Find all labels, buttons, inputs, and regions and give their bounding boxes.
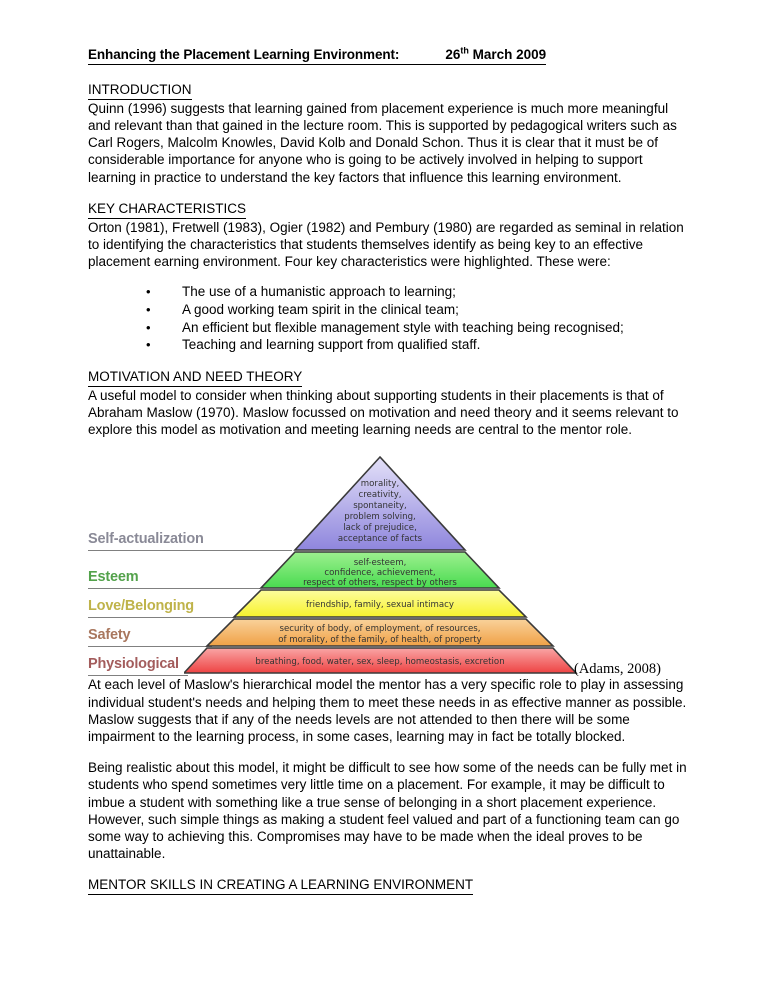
list-item-label: An efficient but flexible management style with teaching being recognised; <box>182 319 624 335</box>
section-heading-wrap-introduction <box>88 81 692 100</box>
tier-label-self-actualization: Self-actualization <box>88 531 204 547</box>
section-heading-wrap-mentor-skills <box>88 876 692 895</box>
section-heading-motivation: MOTIVATION AND NEED THEORY <box>88 368 302 387</box>
key-characteristics-list <box>88 283 692 353</box>
tier-text-line: self-esteem, <box>353 558 407 568</box>
pyramid-tier-safety <box>207 619 553 646</box>
paragraph-realism: Being realistic about this model, it might be difficult to see how some of the needs can be fully met in students who spend sometimes very little time on a placement. For example, it may be difficult to imbue a student with something like a true sense of belonging in a short placement experience. However, such simple things as making a student feel valued and part of a functioning team can go some way to achieving this. Compromises may have to be made when the ideal proves to be unattainable. <box>88 760 687 862</box>
section-heading-mentor-skills: MENTOR SKILLS IN CREATING A LEARNING ENVIRONMENT <box>88 876 473 895</box>
figure-citation: (Adams, 2008) <box>574 661 661 677</box>
list-item <box>146 336 692 354</box>
list-item-label: Teaching and learning support from qualified staff. <box>182 337 481 353</box>
paragraph-motivation: A useful model to consider when thinking about supporting students in their placements is that of Abraham Maslow (1970). Maslow focussed on motivation and need theory and it seems relevant to explore this model as motivation and meeting learning needs are central to the mentor role. <box>88 387 679 438</box>
tier-label-esteem: Esteem <box>88 569 139 585</box>
list-item-label: A good working team spirit in the clinical team; <box>182 302 459 317</box>
tier-label-physiological: Physiological <box>88 656 179 672</box>
pyramid-tier-self-actualization <box>295 457 465 550</box>
document-header-date-ordinal: th <box>460 45 469 56</box>
section-heading-wrap-key-characteristics <box>88 200 692 219</box>
bullet-icon: • <box>146 337 151 353</box>
paragraph-introduction: Quinn (1996) suggests that learning gained from placement experience is much more meaningful and relevant than that gained in the lecture room. This is supported by pedagogical writers such as Carl Rogers, Malcolm Knowles, David Kolb and Donald Schon. Thus it is clear that it must be of considerable importance for anyone who is going to be actively involved in helping to support learning in practice to understand the key factors that influence this learning environment. <box>88 100 677 185</box>
maslow-pyramid-graphic <box>184 455 584 695</box>
tier-text-line: spontaneity, <box>353 501 407 511</box>
tier-text-line: acceptance of facts <box>337 534 423 544</box>
tier-label-love-belonging: Love/Belonging <box>88 598 194 614</box>
list-item <box>146 319 692 337</box>
tier-text-line: respect of others, respect by others <box>303 578 457 588</box>
section-heading-wrap-motivation <box>88 368 692 387</box>
pyramid-tier-love-belonging <box>234 590 526 617</box>
section-heading-key-characteristics: KEY CHARACTERISTICS <box>88 200 246 219</box>
pyramid-tier-esteem <box>261 552 499 588</box>
document-header-date-rest: March 2009 <box>468 47 547 62</box>
bullet-icon: • <box>146 319 151 335</box>
tier-text-line: confidence, achievement, <box>324 568 436 578</box>
bullet-icon: • <box>146 302 151 317</box>
tier-text-line: friendship, family, sexual intimacy <box>306 600 454 610</box>
tier-text-line: creativity, <box>358 490 402 500</box>
paragraph-key-characteristics: Orton (1981), Fretwell (1983), Ogier (1982) and Pembury (1980) are regarded as seminal in relation to identifying the characteristics that students themselves identify as being key to an effective placement earning environment. Four key characteristics were highlighted. These were: <box>88 219 684 270</box>
document-header <box>88 47 546 65</box>
section-heading-introduction: INTRODUCTION <box>88 81 192 100</box>
tier-text-line: breathing, food, water, sex, sleep, homeostasis, excretion <box>255 657 505 667</box>
list-item <box>146 301 692 319</box>
paragraph-maslow-roles: At each level of Maslow's hierarchical model the mentor has a very specific role to play in assessing individual student's needs and helping them to meet these needs in as effective manner as possible. Maslow suggests that if any of the needs levels are not attended to then there will be some impairment to the learning process, in some cases, learning may in fact be totally blocked. <box>88 677 687 744</box>
tier-text-line: lack of prejudice, <box>343 523 417 533</box>
document-header-title: Enhancing the Placement Learning Environment: <box>88 47 400 62</box>
bullet-icon: • <box>146 284 151 300</box>
tier-text-line: security of body, of employment, of resources, <box>279 624 481 634</box>
tier-text-line: morality, <box>360 479 400 489</box>
rule-physiological <box>88 675 188 676</box>
document-header-date-day: 26 <box>445 47 461 62</box>
tier-label-safety: Safety <box>88 627 131 643</box>
tier-text-line: of morality, of the family, of health, of property <box>278 635 482 645</box>
pyramid-tier-physiological <box>184 648 576 673</box>
list-item <box>146 283 692 301</box>
tier-text-line: problem solving, <box>344 512 416 522</box>
list-item-label: The use of a humanistic approach to learning; <box>182 284 456 300</box>
